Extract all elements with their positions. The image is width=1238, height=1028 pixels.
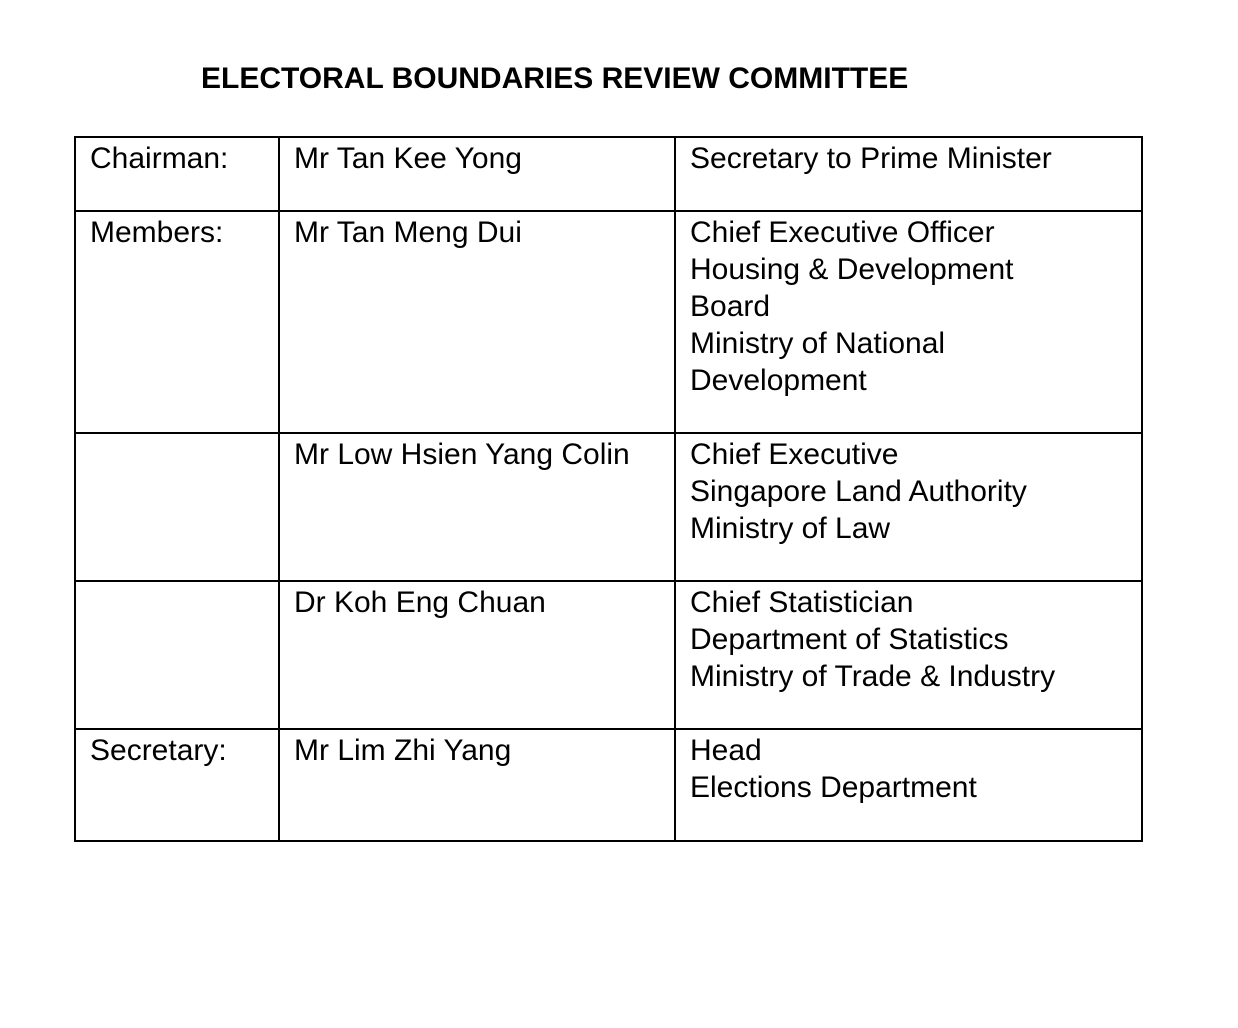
position-line: Secretary to Prime Minister xyxy=(690,142,1052,175)
position-line: Chief Executive xyxy=(690,438,899,471)
position-cell xyxy=(675,137,1142,211)
name-cell: Mr Tan Kee Yong xyxy=(279,137,675,211)
name-cell: Mr Lim Zhi Yang xyxy=(279,729,675,841)
table-row xyxy=(75,137,1142,211)
name-cell: Mr Low Hsien Yang Colin xyxy=(279,433,675,581)
position-line: Department of Statistics xyxy=(690,623,1009,656)
position-cell xyxy=(675,211,1142,433)
table-row xyxy=(75,433,1142,581)
role-cell: Members: xyxy=(75,211,279,433)
table-row xyxy=(75,211,1142,433)
position-line: Chief Statistician xyxy=(690,586,914,619)
position-line: Singapore Land Authority xyxy=(690,475,1027,508)
role-cell xyxy=(75,581,279,729)
position-cell xyxy=(675,581,1142,729)
role-cell xyxy=(75,433,279,581)
position-line: Housing & Development xyxy=(690,253,1014,286)
table-row xyxy=(75,581,1142,729)
position-line: Board xyxy=(690,290,771,323)
document-title: ELECTORAL BOUNDARIES REVIEW COMMITTEE xyxy=(201,62,909,95)
role-cell: Chairman: xyxy=(75,137,279,211)
position-cell xyxy=(675,729,1142,841)
position-line: Ministry of Law xyxy=(690,512,891,545)
position-line: Elections Department xyxy=(690,771,977,804)
committee-table xyxy=(74,136,1143,842)
position-line: Ministry of National xyxy=(690,327,946,360)
position-line: Development xyxy=(690,364,867,397)
position-line: Chief Executive Officer xyxy=(690,216,995,249)
name-cell: Dr Koh Eng Chuan xyxy=(279,581,675,729)
table-row xyxy=(75,729,1142,841)
position-line: Ministry of Trade & Industry xyxy=(690,660,1056,693)
position-line: Head xyxy=(690,734,762,767)
position-cell xyxy=(675,433,1142,581)
role-cell: Secretary: xyxy=(75,729,279,841)
name-cell: Mr Tan Meng Dui xyxy=(279,211,675,433)
